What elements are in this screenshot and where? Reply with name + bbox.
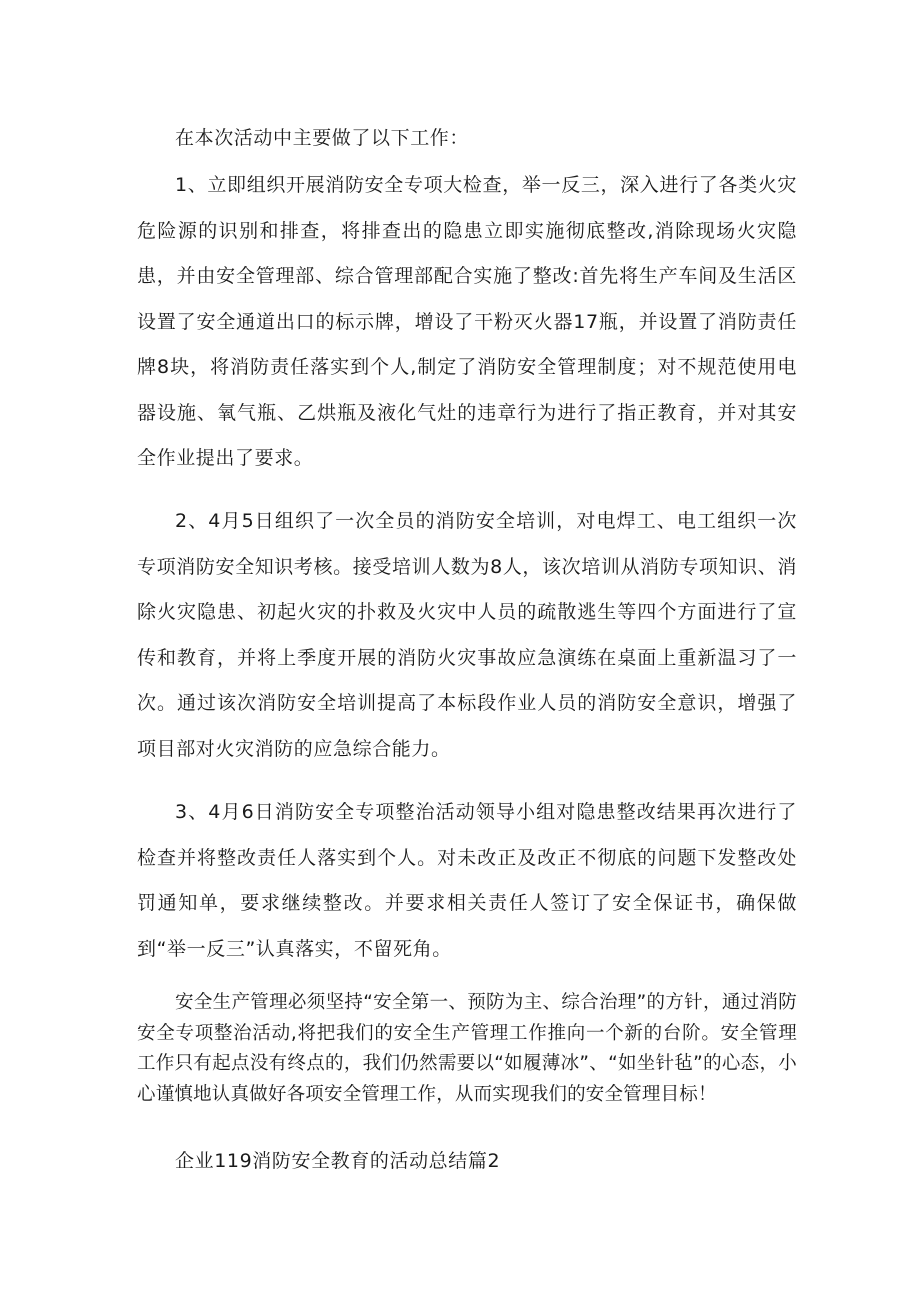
- section-heading: 企业119消防安全教育的活动总结篇2: [175, 1150, 501, 1172]
- paragraph-item-1: 1、立即组织开展消防安全专项大检查，举一反三，深入进行了各类火灾危险源的识别和排查，将排查出的隐患立即实施彻底整改,消除现场火灾隐患，并由安全管理部、综合管理部配合实施了整改:首先将生产车间及生活区设置了安全通道出口的标示牌，增设了干粉灭火器17瓶，并设置了消防责任牌8块，将消防责任落实到个人,制定了消防安全管理制度；对不规范使用电器设施、氧气瓶、乙烘瓶及液化气灶的违章行为进行了指正教育，并对其安全作业提出了要求。: [137, 174, 797, 469]
- paragraph-item-3: 3、4月6日消防安全专项整治活动领导小组对隐患整改结果再次进行了检查并将整改责任人落实到个人。对未改正及改正不彻底的问题下发整改处罚通知单，要求继续整改。并要求相关责任人签订了安全保证书，确保做到“举一反三”认真落实，不留死角。: [137, 801, 797, 960]
- paragraph-item-2: 2、4月5日组织了一次全员的消防安全培训，对电焊工、电工组织一次专项消防安全知识考核。接受培训人数为8人，该次培训从消防专项知识、消除火灾隐患、初起火灾的扑救及火灾中人员的疏散逃生等四个方面进行了宣传和教育，并将上季度开展的消防火灾事故应急演练在桌面上重新温习了一次。通过该次消防安全培训提高了本标段作业人员的消防安全意识，增强了项目部对火灾消防的应急综合能力。: [137, 510, 797, 760]
- paragraph-intro: 在本次活动中主要做了以下工作：: [175, 127, 470, 149]
- paragraph-summary: 安全生产管理必须坚持“安全第一、预防为主、综合治理”的方针，通过消防安全专项整治活动,将把我们的安全生产管理工作推向一个新的台阶。安全管理工作只有起点没有终点的，我们仍然需要以“如履薄冰”、“如坐针毡”的心态，小心谨慎地认真做好各项安全管理工作，从而实现我们的安全管理目标！: [137, 992, 797, 1105]
